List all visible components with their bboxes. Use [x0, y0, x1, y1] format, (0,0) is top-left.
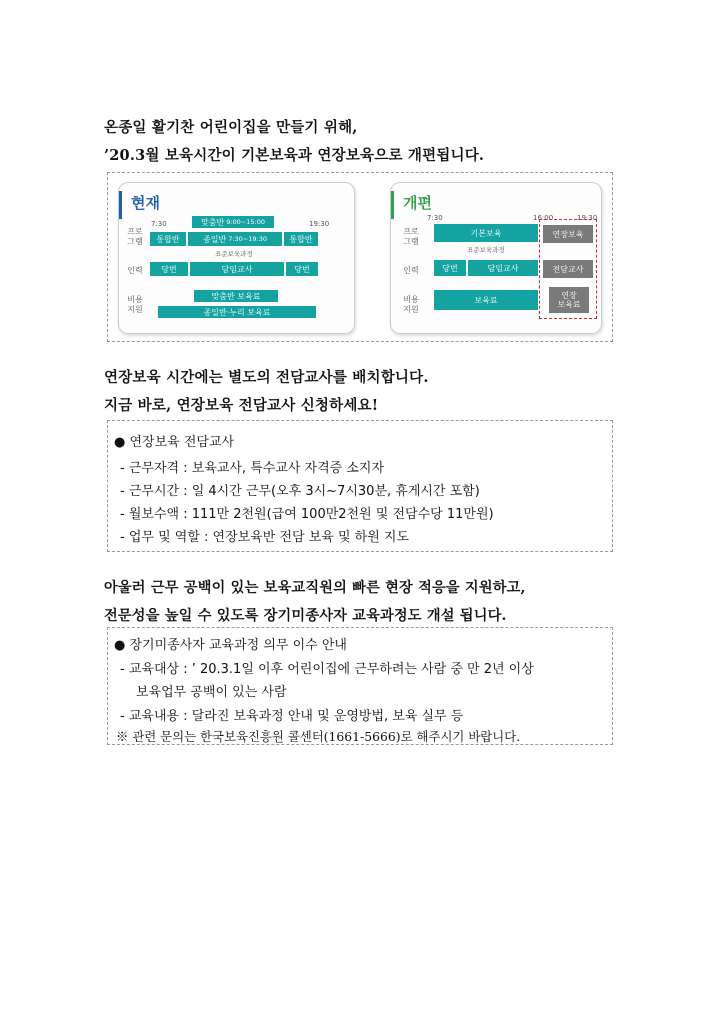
reform-panel: [390, 182, 602, 334]
dedicated-teacher-heading-line-1: 연장보육 시간에는 별도의 전담교사를 배치합니다.: [104, 369, 429, 386]
reform-row-cost: 비용 지원: [403, 295, 419, 314]
reform-time-mid: 16:00: [533, 214, 554, 222]
training-note: ※ 관련 문의는 한국보육진흥원 콜센터(1661-5666)로 해주시기 바랍니다.: [116, 729, 521, 744]
current-accent-bar: [119, 191, 122, 219]
training-item-target-cont: 보육업무 공백이 있는 사람: [136, 685, 287, 700]
reform-title: 개편: [403, 194, 432, 212]
dedicated-teacher-box: [107, 420, 613, 552]
reform-comparison-figure: [107, 172, 613, 342]
current-cost-matchum: 맞춤반 보육료: [193, 289, 279, 303]
reform-damim: 담임교사: [467, 259, 539, 277]
current-row-cost: 비용 지원: [127, 295, 143, 314]
current-matchum-label: 맞춤반: [201, 217, 225, 227]
current-dangbeon-right: 당번: [285, 261, 319, 277]
reform-time-start: 7:30: [427, 214, 443, 222]
current-row-staff: 인력: [127, 266, 143, 275]
training-heading: [104, 574, 624, 630]
current-tonghap-right: 통합반: [283, 231, 319, 247]
training-item-target: - 교육대상 : ’ 20.3.1일 이후 어린이집에 근무하려는 사람 중 만 2년 이상: [120, 662, 534, 677]
dedicated-teacher-heading-line-2: 지금 바로, 연장보육 전담교사 신청하세요!: [104, 397, 379, 414]
reform-dedicated: 전담교사: [543, 260, 593, 278]
current-time-end: 19:30: [309, 220, 330, 228]
training-item-content: - 교육내용 : 달라진 보육과정 안내 및 운영방법, 보육 실무 등: [120, 709, 464, 724]
dedicated-teacher-item-qualification: - 근무자격 : 보육교사, 특수교사 자격증 소지자: [120, 461, 385, 476]
training-title: ● 장기미종사자 교육과정 의무 이수 안내: [114, 638, 347, 653]
current-matchum-band: [191, 215, 275, 229]
reform-curriculum: 표준보육과정: [467, 246, 505, 254]
current-title: 현재: [131, 194, 160, 212]
dedicated-teacher-heading: [104, 364, 624, 420]
current-jongil-label: 종일반: [203, 234, 227, 244]
reform-extended-band: 연장보육: [543, 225, 593, 243]
reform-row-staff: 인력: [403, 266, 419, 275]
intro-heading-line-2: ’20.3월 보육시간이 기본보육과 연장보육으로 개편됩니다.: [104, 147, 485, 164]
training-box: [107, 627, 613, 745]
training-heading-line-2: 전문성을 높일 수 있도록 장기미종사자 교육과정도 개설 됩니다.: [104, 608, 507, 624]
dedicated-teacher-item-hours: - 근무시간 : 일 4시간 근무(오후 3시~7시30분, 휴게시간 포함): [120, 484, 480, 499]
current-tonghap-left: 통합반: [149, 231, 187, 247]
current-cost-jongil: 종일반·누리 보육료: [157, 305, 317, 319]
training-heading-line-1: 아울러 근무 공백이 있는 보육교직원의 빠른 현장 적응을 지원하고,: [104, 580, 526, 596]
reform-cost-ext-line-2: 보육료: [557, 300, 581, 309]
reform-basic-band: 기본보육: [433, 223, 539, 243]
intro-heading: [104, 114, 624, 170]
current-jongil-time: 7:30~19:30: [228, 235, 267, 243]
reform-dangbeon: 당번: [433, 259, 467, 277]
current-matchum-time: 9:00~15:00: [226, 218, 265, 226]
current-time-start: 7:30: [151, 220, 167, 228]
reform-row-program: 프로 그램: [403, 227, 419, 246]
dedicated-teacher-item-pay: - 월보수액 : 111만 2천원(급여 100만2천원 및 전담수당 11만원): [120, 507, 494, 522]
reform-accent-bar: [391, 191, 394, 219]
reform-time-end: 19:30: [577, 214, 598, 222]
dedicated-teacher-item-duties: - 업무 및 역할 : 연장보육반 전담 보육 및 하원 지도: [120, 530, 409, 545]
current-curriculum: 표준보육과정: [215, 250, 253, 258]
current-row-program: 프로 그램: [127, 227, 143, 246]
current-jongil-band: [187, 231, 283, 247]
reform-cost-ext-line-1: 연장: [561, 291, 577, 300]
dedicated-teacher-title: ● 연장보육 전담교사: [114, 435, 235, 450]
extended-highlight-box: [539, 219, 597, 319]
current-panel: [118, 182, 355, 334]
reform-cost-basic: 보육료: [433, 289, 539, 311]
current-dangbeon-left: 당번: [149, 261, 189, 277]
intro-heading-line-1: 온종일 활기찬 어린이집을 만들기 위해,: [104, 119, 358, 136]
current-damim: 담임교사: [189, 261, 285, 277]
